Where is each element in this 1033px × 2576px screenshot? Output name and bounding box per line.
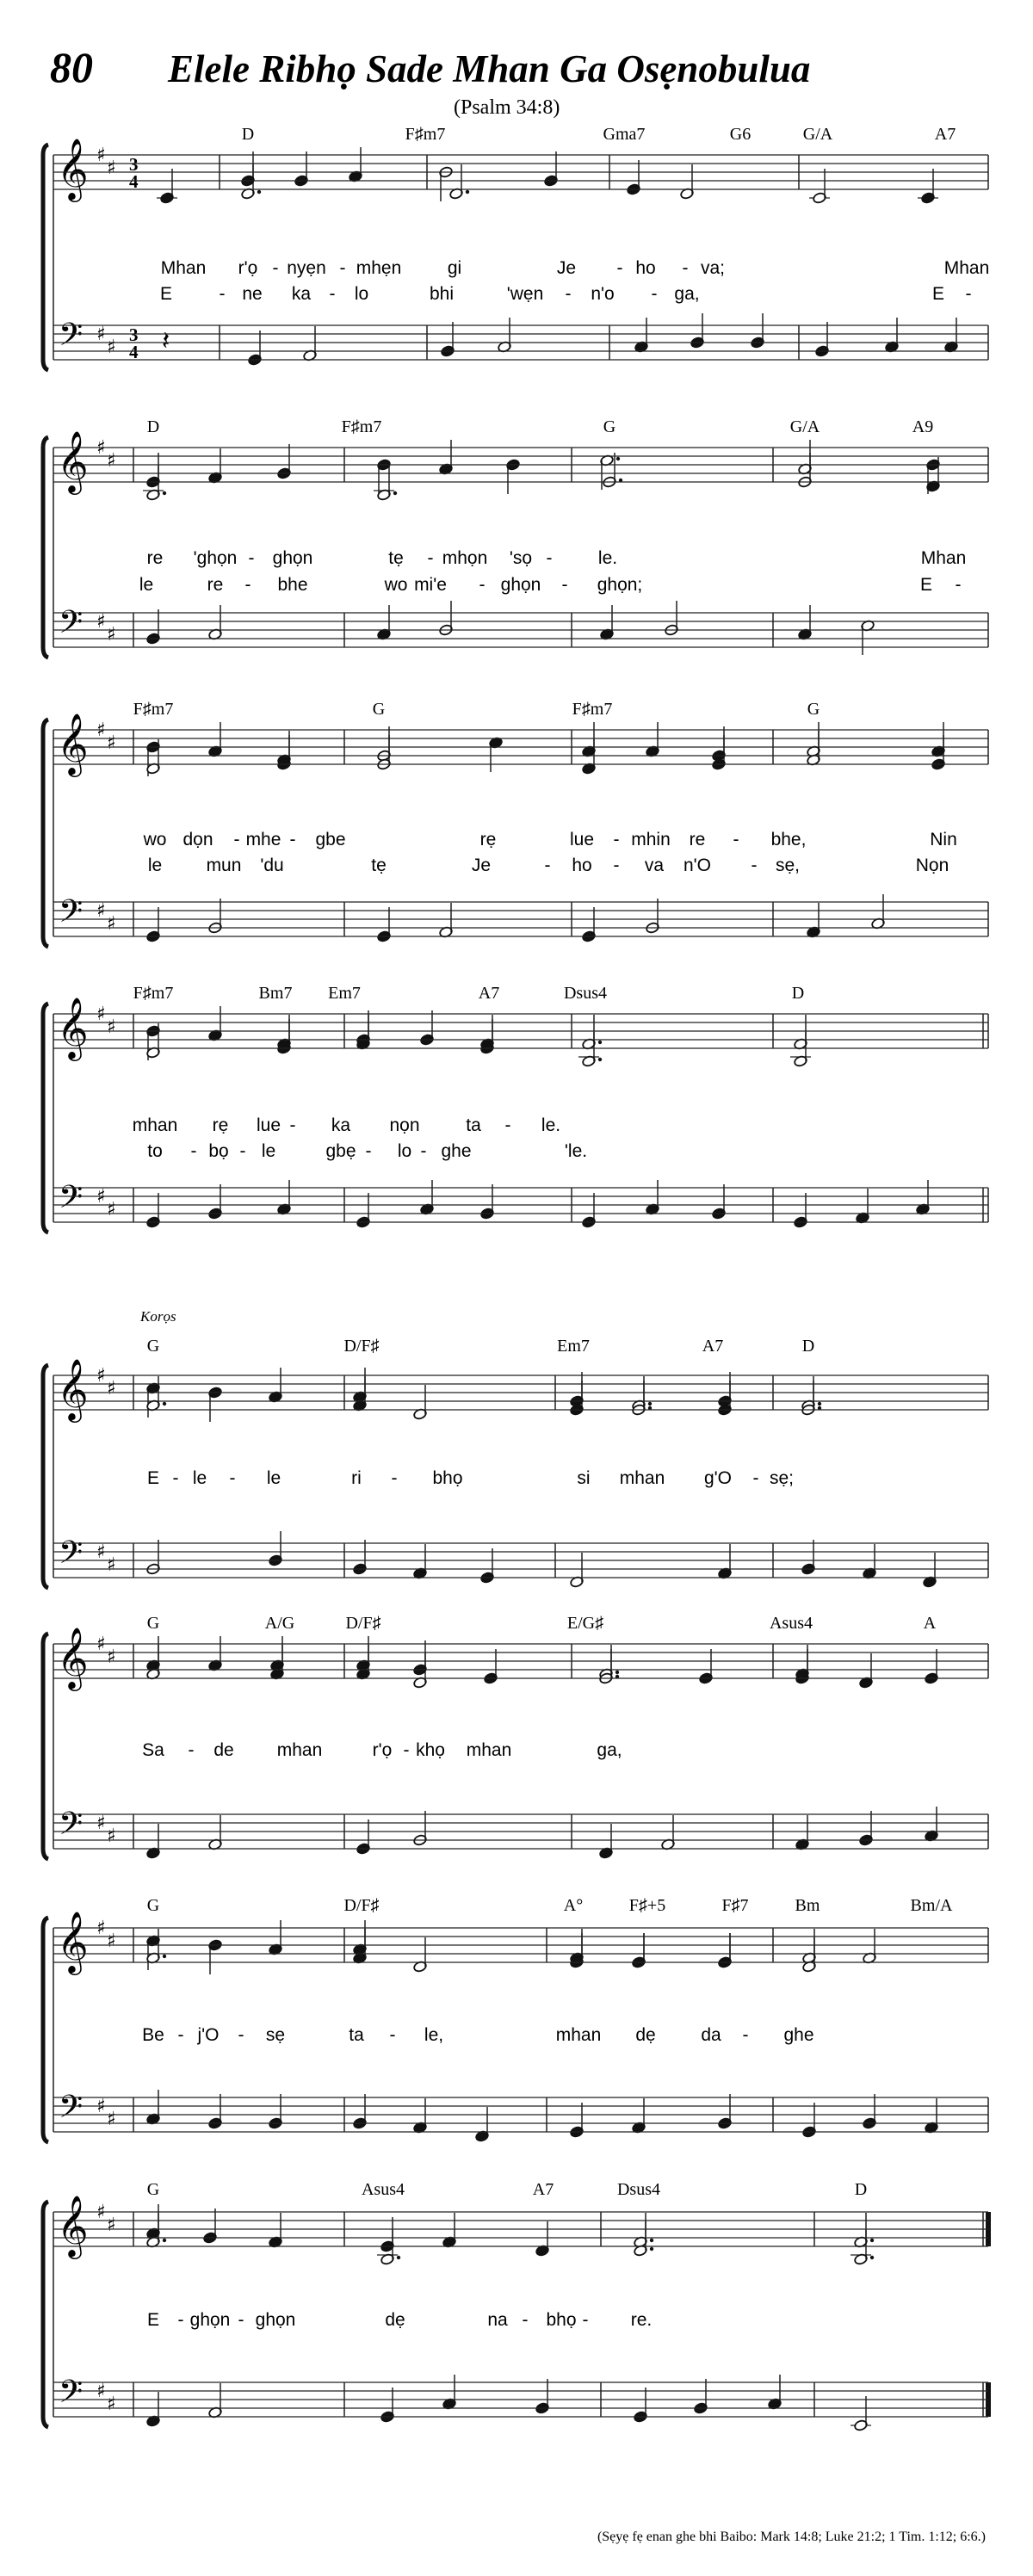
chord-symbol: F♯7 — [721, 1896, 749, 1915]
sharp-f-icon: ♯ — [96, 1541, 106, 1563]
lyric-syllable: mhin — [631, 830, 671, 849]
lyric-syllable: tẹ — [388, 548, 404, 568]
lyric-syllable: Mhan — [943, 258, 990, 278]
system-8 — [43, 2180, 988, 2431]
lyric-syllable: ho — [572, 856, 592, 875]
lyric-syllable: 'du — [260, 856, 284, 875]
lyric-syllable: Sa — [142, 1740, 164, 1760]
lyric-syllable: dẹ — [385, 2310, 405, 2330]
treble-clef-icon: 𝄞 — [57, 1357, 89, 1420]
lyric-syllable: - — [522, 2310, 529, 2330]
lyric-syllable: - — [479, 575, 486, 595]
chord-symbol: Bm/A — [910, 1896, 953, 1915]
bass-clef-icon: 𝄢 — [59, 2374, 84, 2418]
chord-symbol: G/A — [802, 125, 833, 144]
lyric-syllable: - — [733, 830, 739, 849]
sharp-c-icon: ♯ — [107, 1825, 116, 1847]
chord-symbol: G — [807, 700, 820, 719]
dot — [650, 2247, 653, 2251]
dot — [163, 2239, 166, 2242]
sharp-c-icon: ♯ — [107, 624, 116, 646]
lyric-syllable: - — [613, 830, 620, 849]
system-7 — [43, 1896, 988, 2142]
lyric-syllable: sẹ — [265, 2025, 286, 2045]
chord-symbol: D/F♯ — [343, 1896, 380, 1915]
sharp-f-icon: ♯ — [96, 2381, 106, 2402]
lyric-syllable: - — [752, 1468, 759, 1488]
system-bracket — [43, 1634, 48, 1859]
lyric-syllable: - — [616, 258, 623, 278]
lyric-syllable: - — [544, 856, 551, 875]
chord-symbol: D — [801, 1337, 815, 1356]
lyric-syllable: lue — [569, 830, 595, 849]
time-signature-bottom: 4 — [129, 342, 139, 362]
music-systems — [43, 125, 989, 2431]
lyric-syllable: le. — [597, 548, 618, 568]
dot — [650, 2239, 653, 2242]
lyric-syllable: le, — [424, 2025, 444, 2045]
lyric-syllable: ghe — [441, 1141, 472, 1161]
chord-symbol: F♯m7 — [133, 984, 174, 1003]
lyric-syllable: Je — [556, 258, 577, 278]
lyric-syllable: gi — [447, 258, 462, 278]
chord-symbol: G — [146, 1614, 160, 1633]
lyric-syllable: g'O — [703, 1468, 733, 1488]
sharp-c-icon: ♯ — [107, 1378, 116, 1399]
treble-staff — [53, 155, 988, 189]
system-5 — [43, 1337, 988, 1588]
lyric-syllable: 'le. — [564, 1141, 588, 1161]
lyric-syllable: sẹ; — [769, 1468, 795, 1488]
chord-symbol: F♯m7 — [133, 700, 174, 719]
chord-symbol: A7 — [934, 125, 956, 144]
lyric-syllable: nọn — [389, 1115, 420, 1135]
lyric-syllable: - — [504, 1115, 511, 1135]
lyric-syllable: - — [965, 284, 972, 304]
lyric-syllable: ghọn — [189, 2310, 231, 2330]
sharp-f-icon: ♯ — [96, 1186, 106, 1208]
system-bracket — [43, 1918, 48, 2142]
lyric-syllable: va; — [700, 258, 726, 278]
lyric-syllable: Be — [142, 2025, 164, 2045]
system-1 — [43, 125, 989, 370]
dot — [870, 2239, 874, 2242]
dot — [616, 457, 620, 460]
lyric-syllable: - — [651, 284, 658, 304]
lyric-syllable: bhi — [429, 284, 455, 304]
sharp-f-icon: ♯ — [96, 437, 106, 459]
dot — [393, 491, 397, 495]
chord-symbol: Bm — [795, 1896, 820, 1915]
dot — [163, 1402, 166, 1405]
lyric-syllable: Mhan — [160, 258, 207, 278]
sharp-c-icon: ♯ — [107, 732, 116, 754]
lyric-syllable: ghe — [783, 2025, 814, 2045]
lyric-syllable: lue — [256, 1115, 281, 1135]
chord-symbol: A7 — [702, 1337, 724, 1356]
lyric-syllable: - — [190, 1141, 197, 1161]
lyric-syllable: - — [188, 1740, 195, 1760]
chord-symbol: Em7 — [328, 984, 361, 1003]
lyric-syllable: le — [147, 856, 163, 875]
lyric-syllable: mhọn — [442, 548, 488, 568]
lyric-syllable: - — [177, 2025, 184, 2045]
sharp-f-icon: ♯ — [96, 145, 106, 166]
lyric-syllable: - — [177, 2310, 184, 2330]
chord-symbol: F♯m7 — [572, 700, 613, 719]
sharp-f-icon: ♯ — [96, 900, 106, 922]
lyric-syllable: j'O — [197, 2025, 220, 2045]
chord-symbol: Dsus4 — [616, 2180, 661, 2199]
lyric-syllable: le — [192, 1468, 207, 1488]
lyric-syllable: 'ghọn — [193, 548, 238, 568]
chord-symbol: E/G♯ — [566, 1614, 604, 1633]
lyric-syllable: 'sọ — [509, 548, 533, 568]
lyric-syllable: le — [266, 1468, 281, 1488]
lyric-syllable: E — [146, 2310, 160, 2330]
treble-clef-icon: 𝄞 — [57, 429, 89, 492]
lyric-syllable: mhan — [466, 1740, 512, 1760]
chord-symbol: F♯m7 — [341, 417, 382, 436]
lyric-syllable: - — [613, 856, 620, 875]
lyric-syllable: - — [403, 1740, 410, 1760]
sharp-f-icon: ♯ — [96, 611, 106, 633]
lyric-syllable: gbẹ — [325, 1141, 356, 1161]
lyric-syllable: ga, — [674, 284, 700, 304]
lyric-syllable: Nọn — [915, 856, 949, 875]
lyric-syllable: - — [248, 548, 255, 568]
lyric-syllable: mun — [206, 856, 242, 875]
bass-staff — [53, 1814, 988, 1849]
system-6 — [43, 1614, 988, 1859]
dot — [466, 190, 469, 194]
sharp-c-icon: ♯ — [107, 337, 116, 358]
lyric-syllable: - — [546, 548, 553, 568]
lyric-syllable: 'wẹn — [506, 284, 544, 304]
chord-symbol: G/A — [789, 417, 820, 436]
treble-staff — [53, 448, 988, 482]
bass-clef-icon: 𝄢 — [59, 1535, 84, 1578]
lyric-syllable: ka — [291, 284, 312, 304]
treble-clef-icon: 𝄞 — [57, 712, 89, 775]
lyric-syllable: - — [389, 2025, 396, 2045]
lyric-syllable: - — [742, 2025, 749, 2045]
chord-symbol: D — [146, 417, 160, 436]
dot — [397, 2256, 400, 2259]
lyric-syllable: ghọn — [500, 575, 541, 595]
lyric-syllable: ho — [635, 258, 656, 278]
lyric-syllable: - — [289, 1115, 296, 1135]
lyric-syllable: - — [391, 1468, 398, 1488]
lyric-syllable: - — [229, 1468, 236, 1488]
lyric-syllable: to — [147, 1141, 163, 1161]
treble-staff — [53, 1014, 988, 1048]
system-bracket — [43, 1004, 48, 1232]
sharp-f-icon: ♯ — [96, 1004, 106, 1025]
lyric-syllable: na — [487, 2310, 508, 2330]
time-signature-top: 3 — [129, 324, 139, 345]
lyric-syllable: - — [239, 1141, 246, 1161]
hymn-number: 80 — [50, 43, 93, 91]
bass-staff — [53, 325, 988, 360]
system-bracket — [43, 1365, 48, 1588]
system-4 — [43, 984, 988, 1232]
lyric-syllable: - — [238, 2025, 244, 2045]
sharp-c-icon: ♯ — [107, 2394, 116, 2415]
lyric-syllable: Nin — [930, 830, 957, 849]
lyric-syllable: - — [172, 1468, 179, 1488]
bass-clef-icon: 𝄢 — [59, 1179, 84, 1223]
sharp-f-icon: ♯ — [96, 720, 106, 741]
lyric-syllable: r'ọ — [238, 258, 258, 278]
treble-clef-icon: 𝄞 — [57, 996, 89, 1059]
hymn-title: Elele Ribhọ Sade Mhan Ga Osẹnobulua — [168, 47, 811, 90]
lyric-syllable: - — [955, 575, 962, 595]
chord-symbol: G — [146, 2180, 160, 2199]
chord-symbol: D/F♯ — [343, 1337, 380, 1356]
sharp-f-icon: ♯ — [96, 324, 106, 345]
lyric-syllable: - — [751, 856, 758, 875]
lyric-syllable: - — [582, 2310, 589, 2330]
lyric-syllable: ghọn — [255, 2310, 296, 2330]
lyric-syllable: lo — [397, 1141, 412, 1161]
chord-symbol: D — [241, 125, 255, 144]
bass-clef-icon: 𝄢 — [59, 604, 84, 648]
sharp-f-icon: ♯ — [96, 2202, 106, 2223]
dot — [163, 1955, 166, 1958]
lyric-syllable: Je — [471, 856, 492, 875]
dot — [870, 2256, 874, 2259]
bass-staff — [53, 1188, 988, 1222]
dot — [648, 1402, 652, 1405]
lyric-syllable: da — [701, 2025, 721, 2045]
lyric-syllable: rẹ — [479, 830, 497, 849]
lyric-syllable: le. — [541, 1115, 561, 1135]
chord-symbol: Asus4 — [769, 1614, 813, 1633]
bass-clef-icon: 𝄢 — [59, 2089, 84, 2133]
lyric-syllable: le — [139, 575, 154, 595]
sharp-f-icon: ♯ — [96, 1634, 106, 1655]
lyric-syllable: ka — [331, 1115, 351, 1135]
lyric-syllable: mi'e — [414, 575, 447, 595]
chord-symbol: A9 — [912, 417, 934, 436]
lyric-syllable: E — [159, 284, 173, 304]
dot — [598, 1058, 602, 1061]
sharp-c-icon: ♯ — [107, 1930, 116, 1952]
lyric-syllable: r'ọ — [372, 1740, 393, 1760]
sharp-f-icon: ♯ — [96, 2096, 106, 2117]
lyric-syllable: re. — [630, 2310, 653, 2330]
chord-symbol: A7 — [478, 984, 500, 1003]
lyric-syllable: de — [213, 1740, 234, 1760]
lyric-syllable: mhe — [245, 830, 281, 849]
lyric-syllable: - — [365, 1141, 372, 1161]
chord-symbol: A° — [563, 1896, 584, 1915]
chord-symbol: D — [791, 984, 805, 1003]
bass-staff — [53, 1543, 988, 1578]
chord-symbol: Dsus4 — [563, 984, 608, 1003]
lyric-syllable: rẹ — [212, 1115, 229, 1135]
sharp-c-icon: ♯ — [107, 913, 116, 935]
sharp-c-icon: ♯ — [107, 1199, 116, 1220]
lyric-syllable: khọ — [416, 1740, 445, 1760]
lyric-syllable: sẹ, — [775, 856, 801, 875]
bass-clef-icon: 𝄢 — [59, 1806, 84, 1850]
lyric-syllable: gbe — [315, 830, 346, 849]
lyric-syllable: - — [682, 258, 689, 278]
lyric-syllable: bhe — [277, 575, 308, 595]
lyric-syllable: re — [207, 575, 224, 595]
lyric-syllable: - — [339, 258, 346, 278]
lyric-syllable: wo — [143, 830, 167, 849]
chord-symbol: G — [146, 1337, 160, 1356]
dot — [163, 491, 166, 495]
sharp-c-icon: ♯ — [107, 2215, 116, 2236]
dot — [598, 1041, 602, 1044]
chord-symbol: F♯m7 — [405, 125, 446, 144]
lyric-syllable: bhọ — [546, 2310, 577, 2330]
chord-symbol: G — [603, 417, 616, 436]
dot — [257, 190, 261, 194]
lyric-syllable: re — [689, 830, 706, 849]
system-bracket — [43, 2202, 48, 2427]
treble-staff — [53, 1928, 988, 1962]
sharp-c-icon: ♯ — [107, 450, 116, 472]
chord-symbol: A/G — [264, 1614, 295, 1633]
lyric-syllable: - — [238, 2310, 244, 2330]
rest-icon: 𝄽 — [162, 326, 170, 356]
dot — [818, 1402, 821, 1405]
sharp-c-icon: ♯ — [107, 1016, 116, 1038]
system-bracket — [43, 145, 48, 370]
bass-staff — [53, 2097, 988, 2132]
bass-staff — [53, 2382, 988, 2417]
lyric-syllable: ta — [349, 2025, 364, 2045]
treble-clef-icon: 𝄞 — [57, 1626, 89, 1689]
chord-symbol: A — [923, 1614, 937, 1633]
lyric-syllable: tẹ — [371, 856, 387, 875]
lyric-syllable: mhan — [619, 1468, 665, 1488]
bass-clef-icon: 𝄢 — [59, 893, 84, 937]
lyric-syllable: - — [420, 1141, 427, 1161]
chord-symbol: Em7 — [557, 1337, 590, 1356]
chord-symbol: Bm7 — [258, 984, 293, 1003]
lyric-syllable: dọn — [182, 830, 213, 849]
chord-symbol: D/F♯ — [345, 1614, 381, 1633]
lyric-syllable: Mhan — [920, 548, 967, 568]
lyric-syllable: - — [272, 258, 279, 278]
lyric-syllable: - — [289, 830, 296, 849]
chord-symbol: G — [146, 1896, 160, 1915]
lyric-syllable: - — [561, 575, 568, 595]
system-bracket — [43, 720, 48, 947]
lyric-syllable: - — [427, 548, 434, 568]
time-signature-top: 3 — [129, 154, 139, 175]
time-signature-bottom: 4 — [129, 171, 139, 192]
lyric-syllable: ghọn — [272, 548, 313, 568]
chord-symbol: Asus4 — [361, 2180, 405, 2199]
lyric-syllable: bhọ — [432, 1468, 463, 1488]
treble-clef-icon: 𝄞 — [57, 1910, 89, 1973]
lyric-syllable: ghọn; — [597, 575, 643, 595]
chord-symbol: D — [854, 2180, 868, 2199]
system-3 — [43, 700, 988, 947]
lyric-syllable: n'o — [591, 284, 615, 304]
system-bracket — [43, 437, 48, 658]
chord-symbol: G6 — [729, 125, 752, 144]
lyric-syllable: E — [931, 284, 945, 304]
chord-symbol: A7 — [532, 2180, 554, 2199]
lyric-syllable: E — [919, 575, 933, 595]
lyric-syllable: dẹ — [635, 2025, 656, 2045]
footnote: (Sẹyẹ fẹ enan ghe bhi Baibo: Mark 14:8; Luke 21:2; 1 Tim. 1:12; 6:6.) — [597, 2530, 986, 2544]
lyric-syllable: va — [644, 856, 665, 875]
lyric-syllable: ri — [351, 1468, 362, 1488]
lyric-syllable: bhe, — [770, 830, 807, 849]
lyric-syllable: le — [261, 1141, 276, 1161]
lyric-syllable: lo — [354, 284, 369, 304]
chord-symbol: F♯+5 — [628, 1896, 666, 1915]
dot — [615, 1671, 619, 1674]
lyric-syllable: E — [146, 1468, 160, 1488]
bass-staff — [53, 613, 988, 647]
sharp-c-icon: ♯ — [107, 1554, 116, 1576]
treble-clef-icon: 𝄞 — [57, 137, 89, 200]
treble-staff — [53, 1375, 988, 1410]
bass-staff — [53, 902, 988, 936]
lyric-syllable: mhẹn — [356, 258, 402, 278]
sharp-c-icon: ♯ — [107, 2109, 116, 2130]
lyric-syllable: re — [146, 548, 164, 568]
scripture-reference: (Psalm 34:8) — [454, 96, 560, 119]
lyric-syllable: n'O — [683, 856, 712, 875]
chord-symbol: Gma7 — [603, 125, 646, 144]
lyric-syllable: ne — [242, 284, 263, 304]
lyric-syllable: - — [233, 830, 240, 849]
lyric-syllable: - — [219, 284, 226, 304]
lyric-syllable: mhan — [276, 1740, 323, 1760]
treble-staff — [53, 1644, 988, 1678]
lyric-syllable: ta — [466, 1115, 481, 1135]
sharp-f-icon: ♯ — [96, 1918, 106, 1939]
lyric-syllable: wo — [384, 575, 408, 595]
lyric-syllable: - — [244, 575, 251, 595]
lyric-syllable: si — [577, 1468, 591, 1488]
lyric-syllable: mhan — [132, 1115, 178, 1135]
lyric-syllable: - — [329, 284, 336, 304]
chorus-label: Korọs — [140, 1308, 176, 1325]
treble-clef-icon: 𝄞 — [57, 2194, 89, 2257]
lyric-syllable: - — [565, 284, 572, 304]
lyric-syllable: bọ — [208, 1141, 229, 1161]
sharp-f-icon: ♯ — [96, 1813, 106, 1834]
chord-symbol: G — [372, 700, 386, 719]
sharp-c-icon: ♯ — [107, 158, 116, 179]
treble-staff — [53, 730, 988, 764]
lyric-syllable: ga, — [597, 1740, 622, 1760]
sharp-c-icon: ♯ — [107, 1646, 116, 1668]
bass-clef-icon: 𝄢 — [59, 317, 84, 361]
treble-staff — [53, 2212, 988, 2246]
sharp-f-icon: ♯ — [96, 1365, 106, 1387]
lyric-syllable: mhan — [555, 2025, 602, 2045]
lyric-syllable: nyẹn — [287, 258, 326, 278]
